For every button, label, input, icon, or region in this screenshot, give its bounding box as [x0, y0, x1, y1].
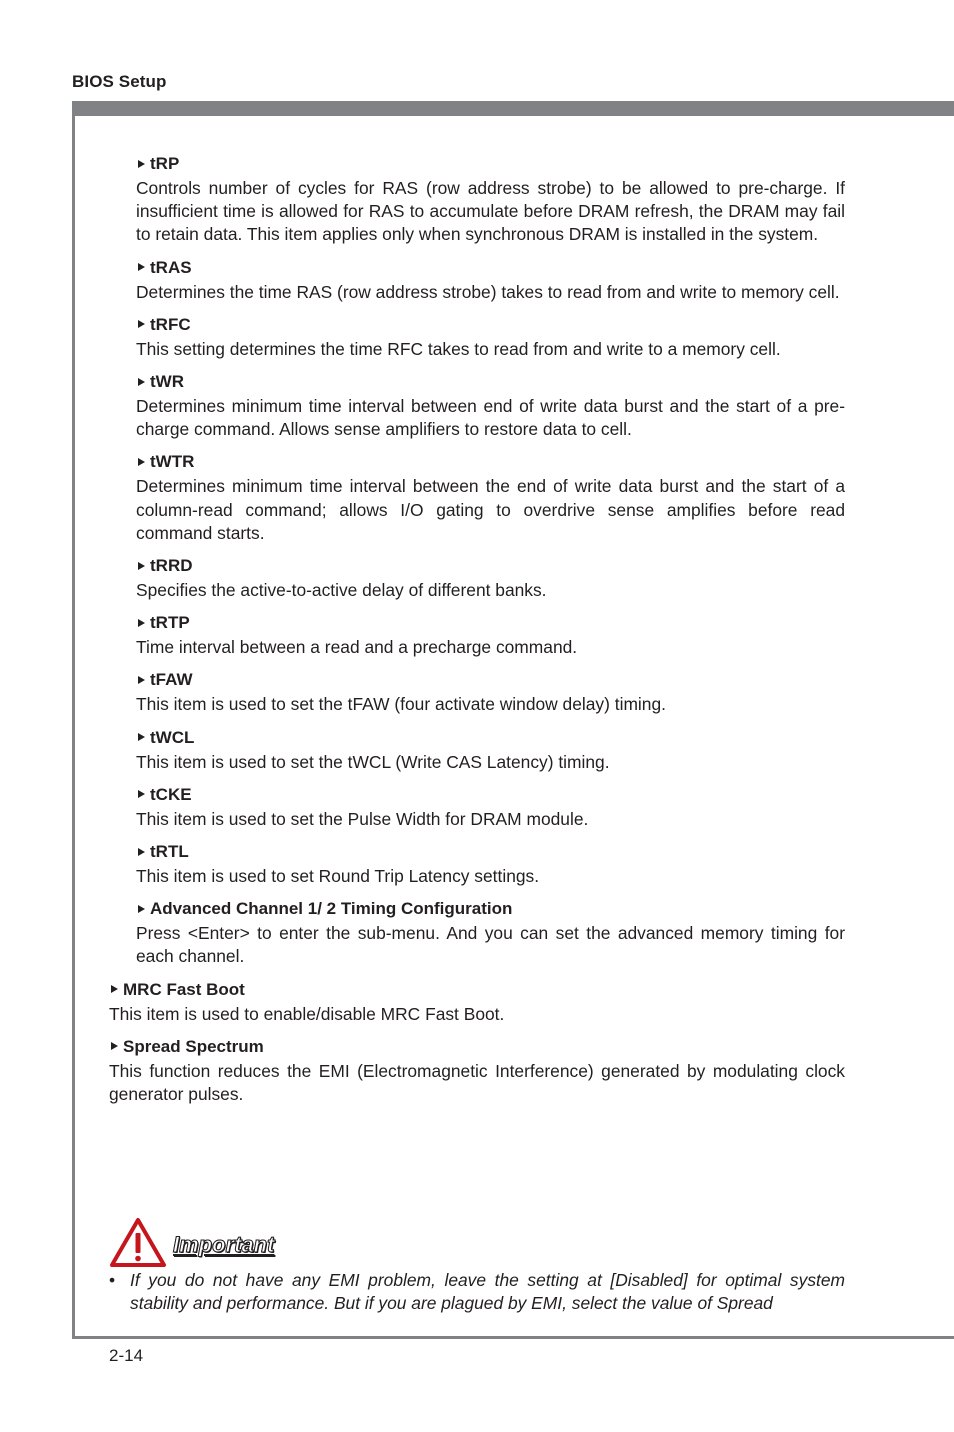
setting-item-description: This item is used to set Round Trip Latency settings. [136, 866, 540, 887]
setting-item-title [136, 668, 845, 691]
page-number: 2-14 [109, 1346, 144, 1365]
important-note-text: If you do not have any EMI problem, leave the setting at [Disabled] for optimal system stability and performance. But if you are plagued by EMI, select the value of Spread [130, 1270, 845, 1314]
setting-item-label: tFAW [150, 670, 193, 690]
triangle-right-icon [138, 676, 145, 684]
bullet-marker: • [109, 1270, 116, 1290]
setting-item-title [136, 611, 845, 634]
warning-triangle-icon [109, 1216, 167, 1268]
setting-item-label: tRFC [150, 314, 191, 334]
setting-item-label: tRP [150, 154, 180, 173]
setting-item-description: Determines minimum time interval between the end of write data burst and the start of a column-read command; allows I/O gating to overdrive sense amplifies before read command starts. [136, 476, 845, 543]
setting-item [0, 978, 845, 1026]
important-callout [109, 1216, 274, 1268]
setting-item-description: This item is used to set the tFAW (four activate window delay) timing. [136, 694, 666, 715]
triangle-right-icon [138, 562, 145, 570]
setting-item-description: This item is used to set the Pulse Width for DRAM module. [136, 808, 589, 829]
triangle-right-icon [138, 378, 145, 386]
setting-item-description: Determines the time RAS (row address strobe) takes to read from and write to memory cell. [136, 281, 840, 302]
setting-item [0, 897, 845, 968]
important-label: Important [173, 1232, 275, 1257]
setting-item-title [136, 152, 845, 175]
setting-item-title [109, 1035, 845, 1058]
setting-item [0, 554, 845, 602]
triangle-right-icon [138, 263, 145, 271]
setting-item-label: tCKE [150, 784, 192, 804]
setting-item [0, 313, 845, 361]
setting-item-description: Controls number of cycles for RAS (row address strobe) to be allowed to pre-charge. If insufficient time is allowed for RAS to accumulate before DRAM refresh, the DRAM may fail to retain data. This item applies only when synchronous DRAM is installed in the system. [136, 178, 845, 245]
triangle-right-icon [138, 790, 145, 798]
setting-item-title [136, 783, 845, 806]
setting-item-description: Press <Enter> to enter the sub-menu. And you can set the advanced memory timing for each channel. [136, 923, 845, 967]
setting-item-label: MRC Fast Boot [123, 979, 245, 999]
triangle-right-icon [111, 1042, 118, 1050]
setting-item-label: tWCL [150, 727, 195, 747]
bottom-border-rule [72, 1336, 954, 1339]
setting-item-title [109, 978, 845, 1001]
setting-item-label: tWR [150, 372, 184, 392]
setting-item [0, 1035, 845, 1106]
setting-item-title [136, 256, 845, 279]
setting-item-label: tWTR [150, 452, 195, 472]
setting-item-description: Time interval between a read and a precharge command. [136, 637, 578, 658]
setting-item [0, 256, 845, 304]
setting-item-title [136, 450, 845, 473]
triangle-right-icon [138, 848, 145, 856]
triangle-right-icon [111, 985, 118, 993]
setting-item [0, 450, 845, 545]
setting-item-description: Determines minimum time interval between end of write data burst and the start of a pre-charge command. Allows sense amplifiers to restore data to cell. [136, 396, 845, 440]
setting-item [0, 840, 845, 888]
setting-item-title [136, 897, 845, 920]
setting-item-description: Specifies the active-to-active delay of different banks. [136, 580, 547, 601]
triangle-right-icon [138, 905, 145, 913]
setting-item [0, 726, 845, 774]
setting-item-label: Advanced Channel 1/ 2 Timing Configuration [150, 899, 513, 919]
setting-item-description: This item is used to set the tWCL (Write CAS Latency) timing. [136, 751, 610, 772]
setting-item [0, 783, 845, 831]
setting-item-title [136, 313, 845, 336]
settings-description-list [0, 152, 954, 1115]
setting-item [0, 611, 845, 659]
triangle-right-icon [138, 160, 145, 168]
setting-item [0, 152, 845, 247]
triangle-right-icon [138, 619, 145, 627]
setting-item-label: Spread Spectrum [123, 1036, 264, 1056]
setting-item-label: tRRD [150, 556, 193, 576]
header-bar [72, 101, 954, 116]
setting-item-title [136, 726, 845, 749]
setting-item-title [136, 554, 845, 577]
triangle-right-icon [138, 733, 145, 741]
setting-item-description: This function reduces the EMI (Electromagnetic Interference) generated by modulating clock generator pulses. [109, 1060, 845, 1105]
page-header-title: BIOS Setup [72, 72, 167, 91]
triangle-right-icon [138, 458, 145, 466]
important-note [109, 1269, 845, 1315]
setting-item-description: This setting determines the time RFC takes to read from and write to a memory cell. [136, 338, 781, 359]
setting-item-description: This item is used to enable/disable MRC Fast Boot. [109, 1003, 505, 1024]
setting-item-label: tRAS [150, 257, 192, 277]
setting-item [0, 668, 845, 716]
setting-item [0, 370, 845, 441]
setting-item-label: tRTL [150, 842, 189, 862]
setting-item-title [136, 840, 845, 863]
setting-item-label: tRTP [150, 613, 190, 633]
setting-item-title [136, 370, 845, 393]
triangle-right-icon [138, 320, 145, 328]
